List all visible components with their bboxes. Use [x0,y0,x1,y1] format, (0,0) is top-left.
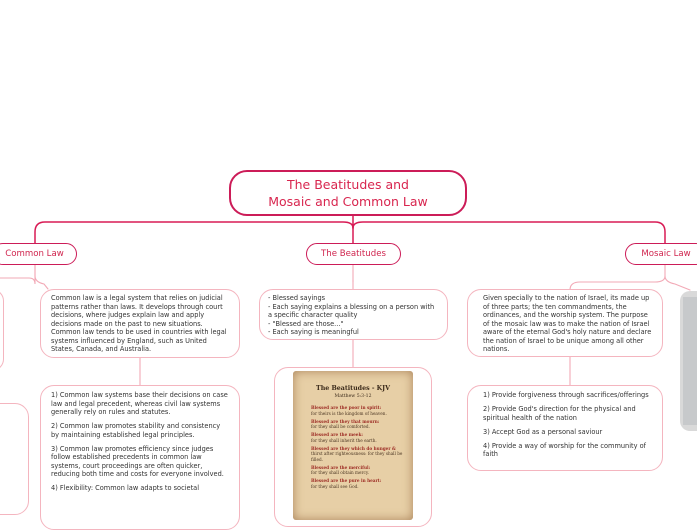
mosaic-law-purpose: 3) Accept God as a personal saviour [483,427,603,436]
branch-beatitudes-label: The Beatitudes [321,249,386,259]
scroll-verse: Blessed are the merciful: for they shall obtain mercy. [311,464,371,475]
common-law-point: 1) Common law systems base their decisions on case law and legal precedent, whereas civil law systems generally rely on rules and statutes. [51,391,228,416]
scroll-title: The Beatitudes - KJV [316,385,390,392]
root-title-line-2: Mosaic and Common Law [268,194,428,209]
mosaic-law-purposes-card[interactable] [467,385,663,471]
mosaic-law-purpose: 1) Provide forgiveness through sacrifices/offerings [483,391,649,399]
common-law-hidden-card-1[interactable] [0,289,4,371]
beatitudes-summary-text: - Blessed sayings - Each saying explains a blessing on a person with a specific character quality - "Blessed are those..." - Each saying is meaningful [268,294,435,336]
common-law-points-card[interactable] [40,385,240,530]
mosaic-law-definition-text: Given specially to the nation of Israel, its made up of three parts; the ten commandments, the ordinances, and the worship system. The purpose of the mosaic law was to make the nation of Israel aware of the eternal God's holy nature and declare the nation of Israel to be unique among all other nations. [483,294,652,353]
mosaic-law-purpose: 4) Provide a way of worship for the community of faith [483,441,646,458]
branch-beatitudes[interactable] [306,243,401,265]
root-topic[interactable] [229,170,467,216]
mosaic-law-image-card[interactable] [680,291,697,431]
common-law-point: 4) Flexibility: Common law adapts to societal [51,484,200,492]
branch-common-law[interactable] [0,243,77,265]
common-law-hidden-card-2[interactable] [0,403,29,515]
scroll-verse: Blessed are the pure in heart: for they shall see God. [311,478,382,489]
scroll-verse: Blessed are the meek: for they shall inherit the earth. [311,432,377,443]
common-law-point: 3) Common law promotes efficiency since judges follow established precedents in common law systems, court proceedings are often quicker, reducing both time and costs for everyone involved. [51,444,224,478]
branch-mosaic-law[interactable] [625,243,697,265]
beatitudes-scroll-image [293,371,413,520]
mosaic-law-definition-card[interactable] [467,289,663,357]
scroll-verse: Blessed are they which do hunger & thirst after righteousness: for they shall be filled. [311,445,403,462]
beatitudes-summary-card[interactable] [259,289,448,340]
mosaic-law-purpose: 2) Provide God's direction for the physical and spiritual health of the nation [483,405,636,422]
common-law-point: 2) Common law promotes stability and consistency by maintaining established legal principles. [51,422,221,439]
scroll-verse: Blessed are the poor in spirit: for theirs is the kingdom of heaven. [311,405,387,416]
branch-common-law-label: Common Law [5,249,64,259]
branch-mosaic-law-label: Mosaic Law [641,249,691,259]
mosaic-law-image [683,297,697,425]
common-law-definition-card[interactable] [40,289,240,358]
scroll-subtitle: Matthew 5:3-12 [334,394,372,399]
common-law-definition-text: Common law is a legal system that relies on judicial patterns rather than laws. It develops through court decisions, where judges explain law and apply decisions made on the past to new situations. Common law tends to be used in countries with legal systems influenced by England, such as United States, Canada, and Australia. [51,294,227,353]
scroll-verse: Blessed are they that mourn: for they shall be comforted. [311,418,380,429]
root-title-line-1: The Beatitudes and [287,177,409,192]
